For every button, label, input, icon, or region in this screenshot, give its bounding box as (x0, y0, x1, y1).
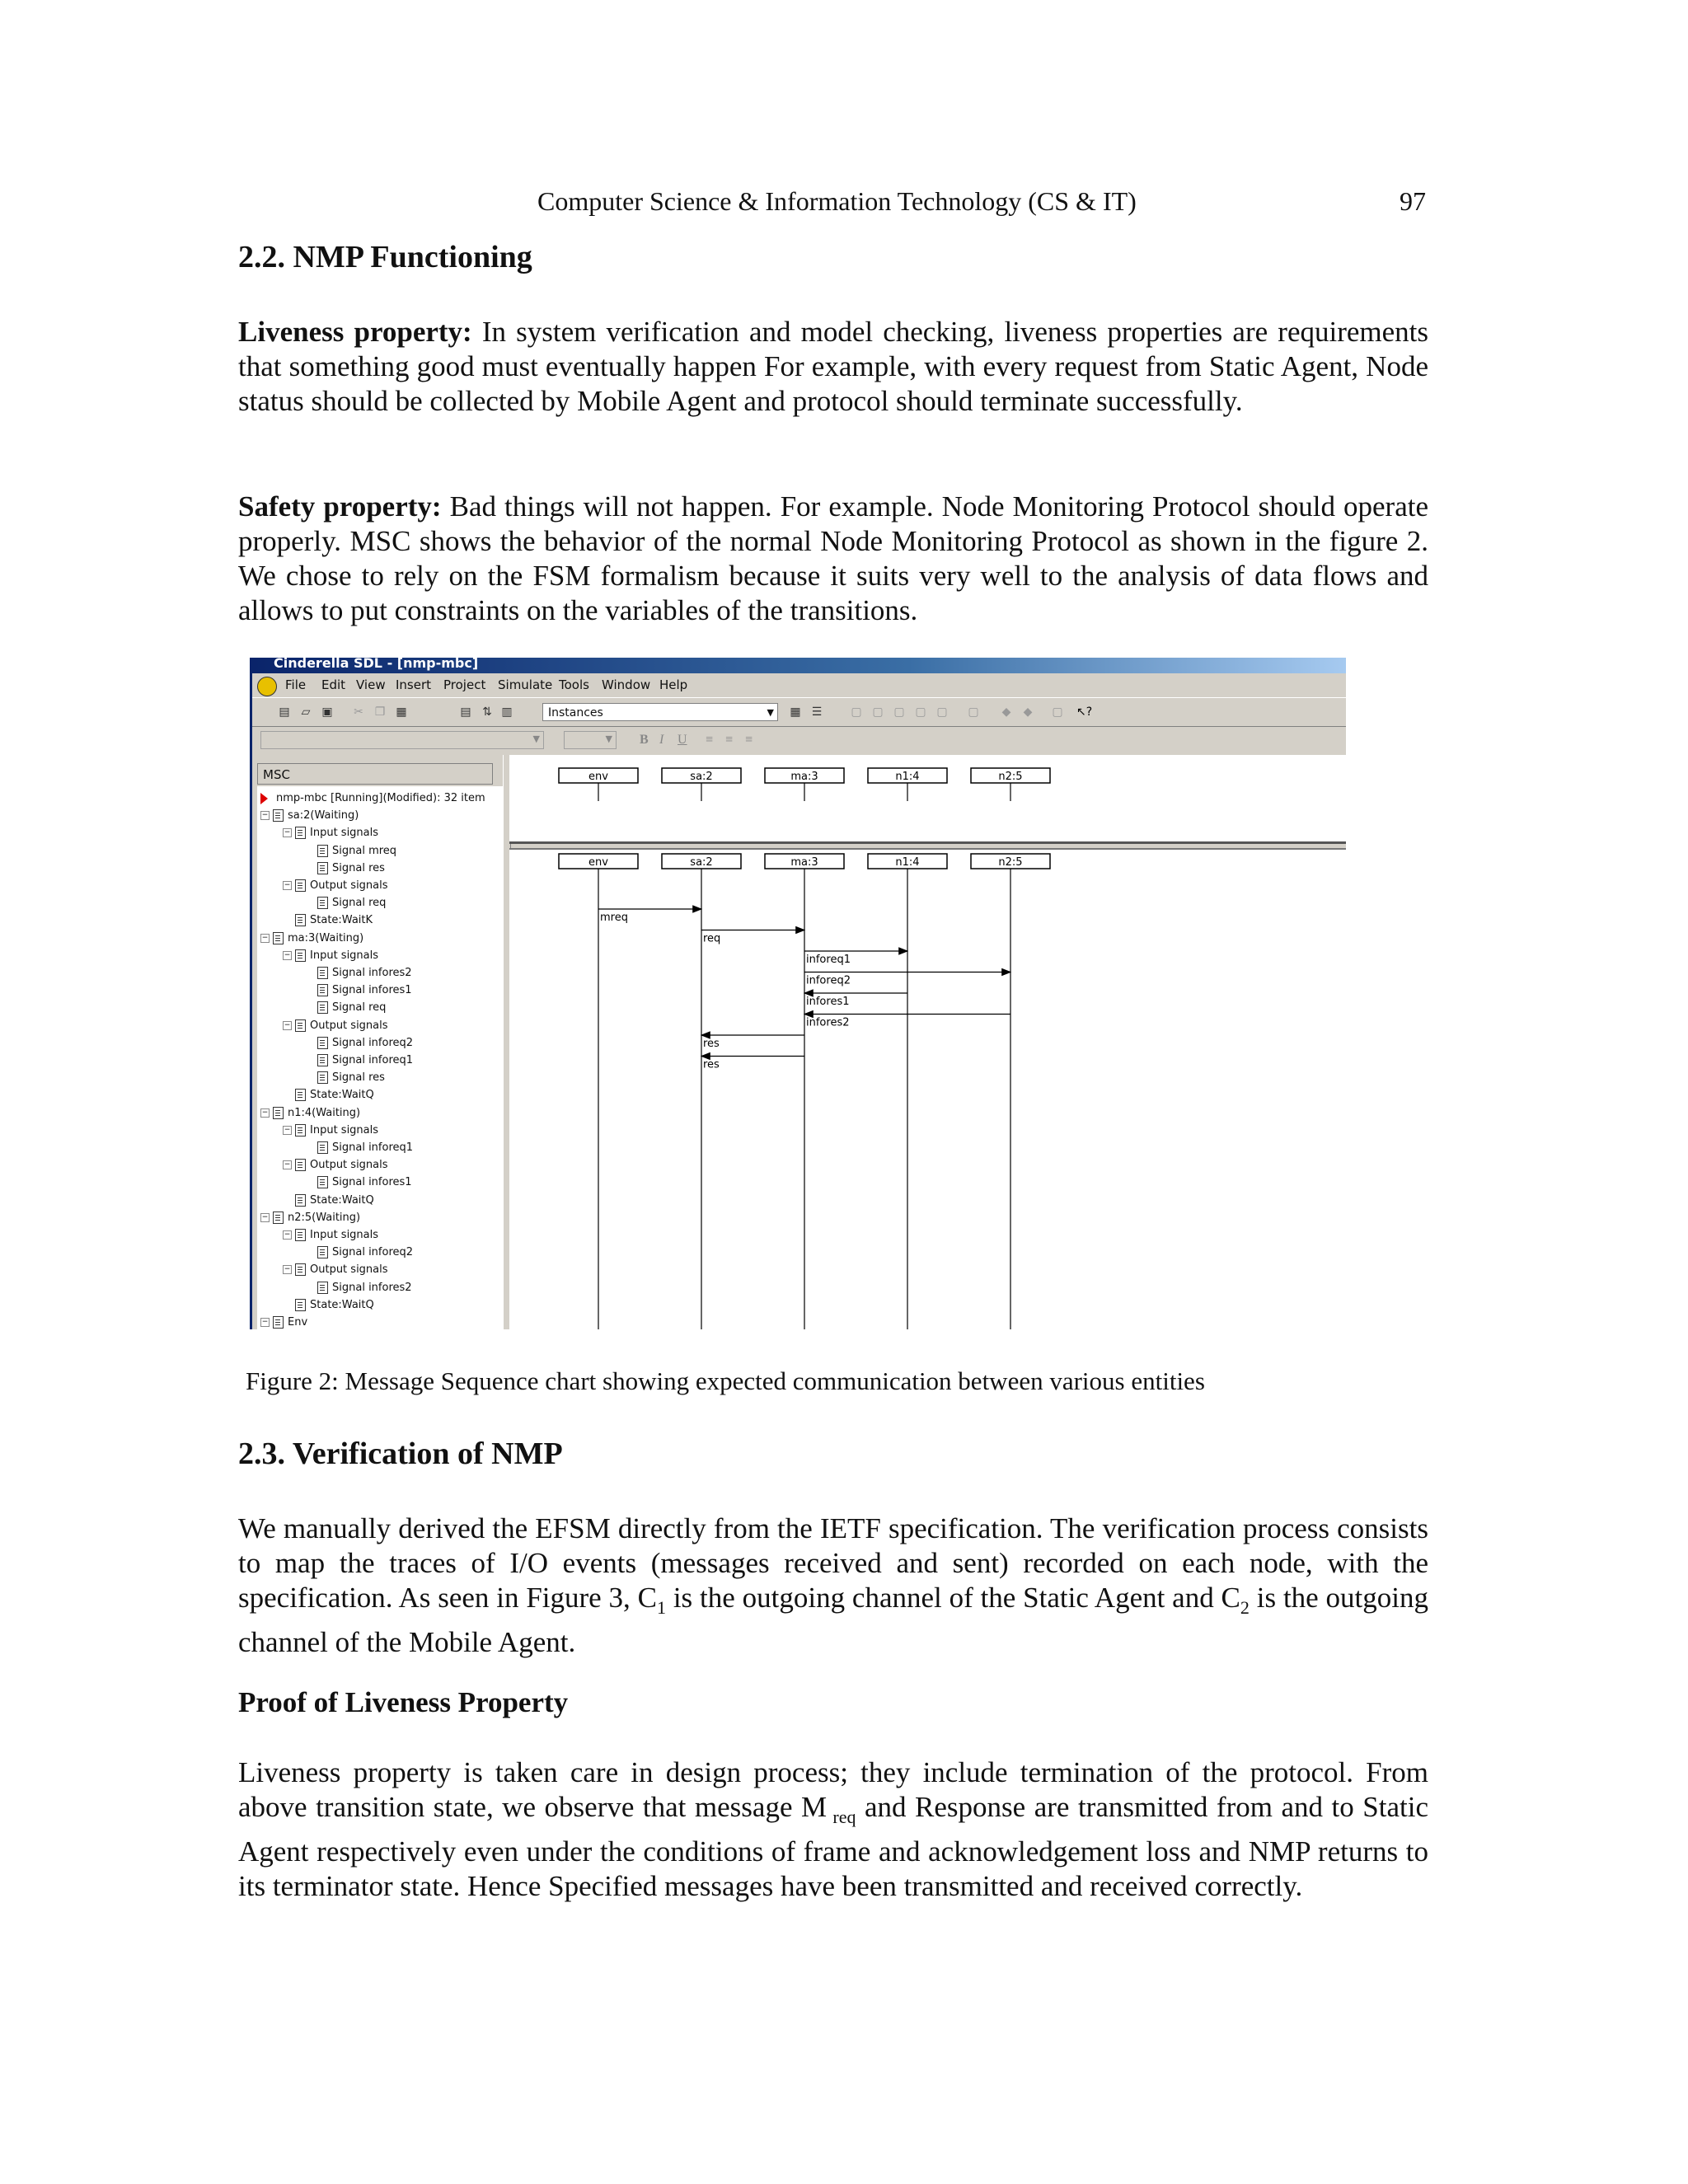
document-icon (295, 1089, 306, 1101)
collapse-icon[interactable]: − (284, 828, 291, 837)
document-icon (317, 897, 328, 909)
page-number: 97 (1400, 186, 1426, 216)
instances-combo-value: Instances (548, 706, 603, 719)
document-icon (295, 1263, 306, 1276)
subscript-2: 2 (1240, 1597, 1250, 1618)
document-icon (273, 809, 284, 822)
document-icon (295, 949, 306, 962)
message-label: infores1 (806, 996, 850, 1008)
tree-item-label: Signal infores2 (332, 967, 412, 979)
chevron-down-icon: ▼ (605, 733, 612, 744)
instances-combo[interactable] (542, 703, 778, 721)
tree-item[interactable] (305, 1139, 413, 1156)
tree-item[interactable] (260, 807, 359, 824)
new-file-icon[interactable]: ▤ (279, 705, 290, 719)
verification-text-a: We manually derived the EFSM directly from the IETF specification. The verification process consists to map the traces of I/O events (messages received and sent) recorded on each node, with the specification. As seen in Figure 3, C (238, 1512, 1428, 1614)
tree-item-label: ma:3(Waiting) (288, 931, 364, 944)
section-heading-verification: 2.3. Verification of NMP (238, 1436, 563, 1471)
instance-label: ma:3 (790, 856, 818, 869)
safety-label: Safety property: (238, 490, 442, 523)
collapse-icon[interactable]: − (284, 950, 291, 959)
tree-item[interactable] (260, 1209, 360, 1226)
figure-screenshot (250, 658, 1346, 1329)
chevron-down-icon: ▼ (767, 707, 774, 718)
disabled-tool-icon[interactable]: ▢ (915, 705, 926, 719)
message-label: req (703, 932, 721, 945)
align-left-icon[interactable]: ≡ (706, 733, 714, 747)
proof-paragraph (238, 1755, 1428, 1904)
chevron-down-icon: ▼ (532, 733, 540, 744)
project-tree (257, 786, 504, 1329)
size-combo[interactable] (564, 731, 617, 749)
tree-item-label: Output signals (310, 1159, 388, 1172)
tree-item[interactable] (283, 1017, 388, 1034)
tree-item[interactable] (260, 930, 363, 947)
instance-label: n1:4 (895, 771, 920, 783)
document-icon (295, 1019, 306, 1032)
bold-icon[interactable]: B (640, 733, 649, 747)
document-icon (317, 984, 328, 996)
help-pointer-icon[interactable]: ↖? (1076, 705, 1093, 719)
document-icon (295, 914, 306, 926)
instance-label: ma:3 (790, 771, 818, 783)
collapse-icon[interactable]: − (284, 1230, 291, 1239)
menu-project[interactable]: Project (443, 677, 486, 692)
menu-help[interactable]: Help (659, 677, 688, 692)
window-icon[interactable]: ▥ (501, 705, 513, 719)
disabled-tool-icon[interactable]: ▢ (936, 705, 948, 719)
tree-item-label: Signal inforeq1 (332, 1054, 414, 1066)
next-icon[interactable]: ◆ (1023, 705, 1033, 719)
tree-item[interactable] (305, 964, 412, 982)
step-icon[interactable]: ⇅ (482, 705, 492, 719)
tree-item-label: Signal res (332, 1071, 385, 1085)
subheading-proof-liveness: Proof of Liveness Property (238, 1686, 569, 1718)
window-titlebar: Cinderella SDL - [nmp-mbc] (252, 658, 1346, 673)
tree-item[interactable] (305, 842, 396, 860)
document-icon (317, 1054, 328, 1066)
safety-text: Bad things will not happen. For example. Node Monitoring Protocol should operate properly. MSC shows the behavior of the normal Node Monitoring Protocol as shown in the figure 2. We chose to rely on the FSM formalism because it suits very well to the analysis of data flows and allows to put constraints on the variables of the transitions. (238, 490, 1428, 626)
tree-item-label: State:WaitQ (310, 1089, 374, 1102)
document-icon (317, 1071, 328, 1084)
verification-paragraph (238, 1511, 1428, 1660)
document-icon (295, 1299, 306, 1311)
document-icon (273, 1212, 284, 1224)
collapse-icon[interactable]: − (284, 1265, 291, 1274)
collapse-icon[interactable]: − (261, 811, 269, 820)
liveness-paragraph (238, 315, 1428, 419)
collapse-icon[interactable]: − (261, 933, 269, 942)
menu-edit[interactable]: Edit (321, 677, 346, 692)
tree-item-label: State:WaitQ (310, 1298, 374, 1311)
tree-item[interactable] (283, 1086, 374, 1104)
collapse-icon[interactable]: − (261, 1212, 269, 1221)
tree-item-label: State:WaitQ (310, 1193, 374, 1207)
tree-item[interactable] (305, 1034, 413, 1052)
subscript-req: req (827, 1807, 856, 1827)
section-heading-nmp-functioning: 2.2. NMP Functioning (238, 240, 532, 274)
tree-item[interactable] (260, 790, 485, 807)
tree-item[interactable] (283, 1122, 378, 1139)
msc-main-pane (509, 848, 1346, 1329)
menu-tools[interactable]: Tools (559, 677, 589, 692)
tree-item[interactable] (305, 1174, 412, 1191)
collapse-icon[interactable]: − (261, 1318, 269, 1326)
tree-item[interactable] (305, 1244, 413, 1261)
tree-item-label: Signal infores1 (332, 984, 412, 997)
tree-item-label: Signal infores2 (332, 1281, 412, 1294)
document-icon (317, 967, 328, 979)
tree-item-label: Output signals (310, 879, 388, 892)
menu-bar (252, 673, 1346, 696)
copy-icon[interactable]: ❐ (374, 705, 386, 719)
tree-item[interactable] (283, 1296, 374, 1314)
running-header: Computer Science & Information Technology (CS & IT) (537, 186, 1137, 216)
paste-icon[interactable]: ▦ (396, 705, 407, 719)
tree-item-label: Signal req (332, 897, 387, 910)
tree-item[interactable] (283, 1226, 378, 1244)
proof-text-a: Liveness property is taken care in design process; they include termination of the protocol. From above transition state, we observe that message M (238, 1756, 1428, 1823)
tree-item[interactable] (283, 1156, 388, 1174)
document-icon (273, 1316, 284, 1329)
msc-view-icon[interactable]: ▤ (460, 705, 471, 719)
instance-label: sa:2 (690, 856, 713, 869)
disabled-tool-icon[interactable]: ▢ (1052, 705, 1063, 719)
tree-item-label: n1:4(Waiting) (288, 1106, 361, 1119)
msc-diagram (509, 850, 1346, 1329)
tree-item[interactable] (305, 1069, 385, 1086)
tree-item-label: Output signals (310, 1263, 388, 1277)
document-icon (295, 827, 306, 839)
instance-label: n1:4 (895, 856, 920, 869)
main-toolbar (252, 697, 1346, 727)
tree-item-label: Env (288, 1316, 308, 1329)
tree-item[interactable] (305, 999, 386, 1016)
tree-item[interactable] (283, 824, 378, 841)
tree-item-label: State:WaitK (310, 914, 373, 927)
document-icon (295, 1194, 306, 1207)
align-center-icon[interactable]: ≡ (725, 733, 734, 747)
menu-insert[interactable]: Insert (396, 677, 432, 692)
tree-item[interactable] (283, 912, 373, 929)
italic-icon[interactable]: I (659, 733, 664, 747)
tree-item-label: Signal infores1 (332, 1176, 412, 1189)
tree-item[interactable] (283, 947, 378, 964)
subscript-1: 1 (656, 1597, 666, 1618)
tree-item[interactable] (305, 860, 385, 877)
document-icon (295, 1124, 306, 1137)
msc-header-diagram (509, 755, 1346, 841)
message-label: res (703, 1038, 720, 1050)
tree-item[interactable] (305, 1279, 412, 1296)
cut-icon[interactable]: ✂ (354, 705, 363, 719)
collapse-icon[interactable]: − (261, 1108, 269, 1117)
liveness-text: In system verification and model checking, liveness properties are requirements that something good must eventually happen For example, with every request from Static Agent, Node status should be collected by Mobile Agent and protocol should terminate successfully. (238, 316, 1428, 417)
grid-icon[interactable]: ▦ (790, 705, 801, 719)
document-icon (317, 1176, 328, 1188)
figure-caption: Figure 2: Message Sequence chart showing expected communication between various entities (246, 1366, 1205, 1395)
tree-item-label: Signal inforeq1 (332, 1141, 414, 1154)
tree-item[interactable] (283, 877, 388, 894)
tree-item-label: Signal inforeq2 (332, 1036, 414, 1049)
document-icon (317, 1037, 328, 1049)
font-combo[interactable] (260, 731, 544, 749)
liveness-label: Liveness property: (238, 316, 472, 348)
tree-item-label: Signal res (332, 861, 385, 874)
safety-paragraph (238, 490, 1428, 628)
align-right-icon[interactable]: ≡ (745, 733, 753, 747)
instance-label: env (588, 856, 608, 869)
message-label: infores2 (806, 1016, 850, 1029)
open-folder-icon[interactable]: ▱ (301, 705, 311, 719)
document-icon (317, 862, 328, 874)
document-icon (317, 1001, 328, 1014)
tree-item-label: Input signals (310, 1229, 379, 1241)
collapse-icon[interactable]: − (284, 1160, 291, 1169)
tree-item[interactable] (305, 1052, 413, 1069)
collapse-icon[interactable]: − (284, 1125, 291, 1134)
instance-label: env (588, 771, 608, 783)
disabled-tool-icon[interactable]: ▢ (968, 705, 979, 719)
disabled-tool-icon[interactable]: ▢ (893, 705, 905, 719)
tree-item[interactable] (305, 982, 412, 999)
proof-text-b: and Response are transmitted from and to Static Agent respectively even under the conditions of frame and acknowledgement loss and NMP returns to its terminator state. Hence Specified messages have been transmitted and received correctly. (238, 1791, 1428, 1902)
document-icon (317, 1246, 328, 1258)
document-icon (273, 932, 284, 944)
instance-label: sa:2 (690, 771, 713, 783)
underline-icon[interactable]: U (678, 733, 687, 747)
verification-text-c: is the outgoing channel of the Mobile Agent. (238, 1582, 1428, 1658)
tree-item-label: Signal req (332, 1001, 387, 1015)
instance-label: n2:5 (998, 771, 1023, 783)
document-icon (317, 845, 328, 857)
tree-item-label: n2:5(Waiting) (288, 1211, 361, 1224)
list-icon[interactable]: ☰ (811, 705, 823, 719)
disabled-tool-icon[interactable]: ▢ (851, 705, 862, 719)
document-icon (295, 879, 306, 892)
instance-label: n2:5 (998, 856, 1023, 869)
tree-item[interactable] (260, 1314, 307, 1329)
message-label: res (703, 1058, 720, 1071)
document-icon (317, 1141, 328, 1154)
message-label: mreq (600, 912, 628, 924)
msc-header-pane (509, 755, 1346, 844)
collapse-icon[interactable]: − (284, 881, 291, 889)
menu-view[interactable]: View (356, 677, 386, 692)
app-icon (257, 677, 277, 696)
format-toolbar (252, 726, 1346, 754)
menu-window[interactable]: Window (602, 677, 651, 692)
tree-item-label: Output signals (310, 1019, 388, 1032)
tree-item[interactable] (283, 1261, 388, 1278)
tree-item-label: Signal inforeq2 (332, 1246, 414, 1259)
tree-item[interactable] (283, 1192, 374, 1209)
document-icon (295, 1229, 306, 1241)
verification-text-b: is the outgoing channel of the Static Agent and C (665, 1582, 1240, 1614)
menu-simulate[interactable]: Simulate (498, 677, 553, 692)
message-label: inforeq1 (806, 954, 851, 966)
tree-item[interactable] (305, 894, 386, 912)
tree-item[interactable] (260, 1104, 360, 1122)
tree-item-label: sa:2(Waiting) (288, 809, 359, 823)
document-icon (295, 1159, 306, 1171)
disabled-tool-icon[interactable]: ▢ (872, 705, 884, 719)
message-label: inforeq2 (806, 974, 851, 987)
prev-icon[interactable]: ◆ (1001, 705, 1011, 719)
tree-item-label: nmp-mbc [Running](Modified): 32 item (276, 792, 485, 804)
tree-item-label: Input signals (310, 827, 379, 840)
collapse-icon[interactable]: − (284, 1020, 291, 1029)
menu-file[interactable]: File (285, 677, 307, 692)
tree-item-label: Input signals (310, 1123, 379, 1137)
tree-item-label: Input signals (310, 949, 379, 962)
tree-item-label: Signal mreq (332, 844, 397, 857)
msc-panel-label: MSC (257, 763, 493, 785)
save-icon[interactable]: ▣ (321, 705, 333, 719)
document-icon (317, 1282, 328, 1294)
running-arrow-icon (260, 793, 268, 804)
document-icon (273, 1107, 284, 1119)
